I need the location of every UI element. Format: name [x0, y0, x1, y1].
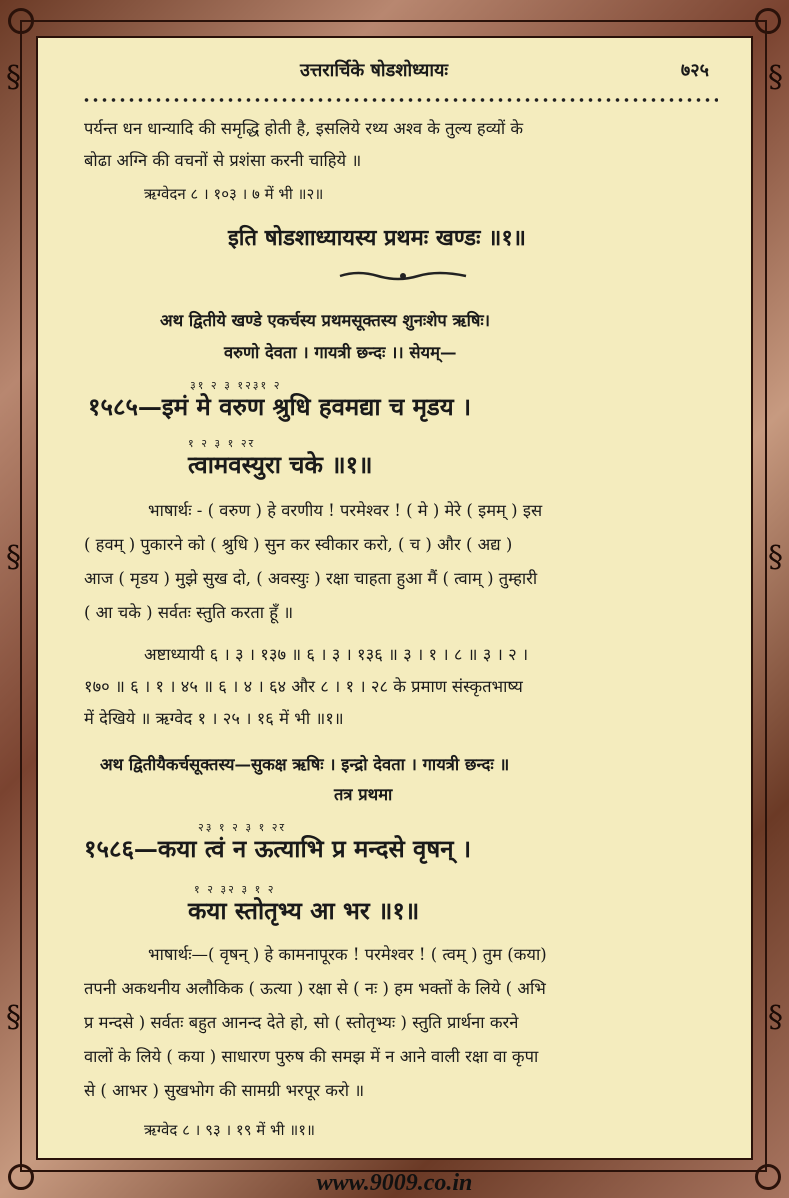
mantra-line: १५८६—कया त्वं न ऊत्याभि प्र मन्दसे वृषन् ।: [84, 834, 472, 863]
svara-marks: २३ १ २ ३ १ २र: [198, 821, 287, 834]
bhashartha-line: प्र मन्दसे ) सर्वतः बहुत आनन्द देते हो, सो ( स्तोतृभ्यः ) स्तुति प्रार्थना करने: [84, 1013, 519, 1032]
reference-line: १७० ॥ ६ । १ । ४५ ॥ ६ । ४ । ६४ और ८ । १ । २८ के प्रमाण संस्कृतभाष्य: [84, 677, 523, 696]
bhashartha-line: भाषार्थः—( वृषन् ) हे कामनापूरक ! परमेश्वर ! ( त्वम् ) तुम (कया): [148, 945, 547, 964]
corner-ornament-icon: [755, 8, 781, 34]
scroll-ornament-icon: §: [6, 540, 21, 575]
page-header-title: उत्तरार्चिके षोडशोध्यायः: [300, 60, 449, 81]
reference-line: अष्टाध्यायी ६ । ३ । १३७ ॥ ६ । ३ । १३६ ॥ ३ । १ । ८ ॥ ३ । २ ।: [144, 645, 529, 664]
reference-line: ऋग्वेद ८ । ९३ । १९ में भी ॥१॥: [144, 1121, 316, 1139]
bhashartha-line: वालों के लिये ( कया ) साधारण पुरुष की समझ में न आने वाली रक्षा वा कृपा: [84, 1047, 539, 1066]
reference-line: ऋग्वेदन ८ । १०३ । ७ में भी ॥२॥: [144, 185, 324, 203]
scroll-ornament-icon: §: [768, 540, 783, 575]
intro-line: अथ द्वितीयैकर्चसूक्तस्य—सुकक्ष ऋषिः । इन्द्रो देवता । गायत्री छन्दः ॥: [100, 755, 510, 774]
intro-line: पर्यन्त धन धान्यादि की समृद्धि होती है, इसलिये रथ्य अश्व के तुल्य हव्यों के: [84, 119, 524, 138]
scroll-ornament-icon: §: [6, 1000, 21, 1035]
footer-url[interactable]: www.9009.co.in: [316, 1170, 473, 1196]
svara-marks: ३१ २ ३ १२३१ २: [190, 379, 282, 392]
corner-ornament-icon: [8, 8, 34, 34]
svara-marks: १ २ ३२ ३ १ २: [194, 883, 276, 896]
reference-line: में देखिये ॥ ऋग्वेद १ । २५ । १६ में भी ॥१॥: [84, 709, 344, 728]
section-end-heading: इति षोडशाध्यायस्य प्रथमः खण्डः ॥१॥: [228, 225, 526, 251]
mantra-line: त्वामवस्युरा चके ॥१॥: [188, 450, 373, 479]
bhashartha-line: तपनी अकथनीय अलौकिक ( ऊत्या ) रक्षा से ( नः ) हम भक्तों के लिये ( अभि: [84, 979, 546, 998]
scroll-ornament-icon: §: [768, 60, 783, 95]
page-number: ७२५: [680, 60, 709, 81]
intro-line: वरुणो देवता । गायत्री छन्दः ।। सेयम्—: [224, 343, 457, 362]
scroll-ornament-icon: §: [768, 1000, 783, 1035]
mantra-line: कया स्तोतृभ्य आ भर ॥१॥: [188, 896, 420, 925]
book-page: [36, 36, 753, 1160]
bhashartha-line: ( हवम् ) पुकारने को ( श्रुधि ) सुन कर स्वीकार करो, ( च ) और ( अद्य ): [84, 535, 513, 554]
header-rule: [82, 96, 718, 104]
intro-line: तत्र प्रथमा: [334, 785, 393, 804]
svara-marks: १ २ ३ १ २र: [188, 437, 256, 450]
bhashartha-line: आज ( मृडय ) मुझे सुख दो, ( अवस्युः ) रक्षा चाहता हुआ मैं ( त्वाम् ) तुम्हारी: [84, 569, 538, 588]
separator-ornament-icon: [338, 270, 468, 282]
mantra-line: १५८५—इमं मे वरुण श्रुधि हवमद्या च मृडय ।: [88, 392, 472, 421]
bhashartha-line: भाषार्थः - ( वरुण ) हे वरणीय ! परमेश्वर ! ( मे ) मेरे ( इमम् ) इस: [148, 501, 543, 520]
scroll-ornament-icon: §: [6, 60, 21, 95]
bhashartha-line: ( आ चके ) सर्वतः स्तुति करता हूँ ॥: [84, 603, 294, 622]
intro-line: बोढा अग्नि की वचनों से प्रशंसा करनी चाहिये ॥: [84, 151, 362, 170]
bhashartha-line: से ( आभर ) सुखभोग की सामग्री भरपूर करो ॥: [84, 1081, 365, 1100]
intro-line: अथ द्वितीये खण्डे एकर्चस्य प्रथमसूक्तस्य शुनःशेप ऋषिः।: [160, 311, 491, 330]
